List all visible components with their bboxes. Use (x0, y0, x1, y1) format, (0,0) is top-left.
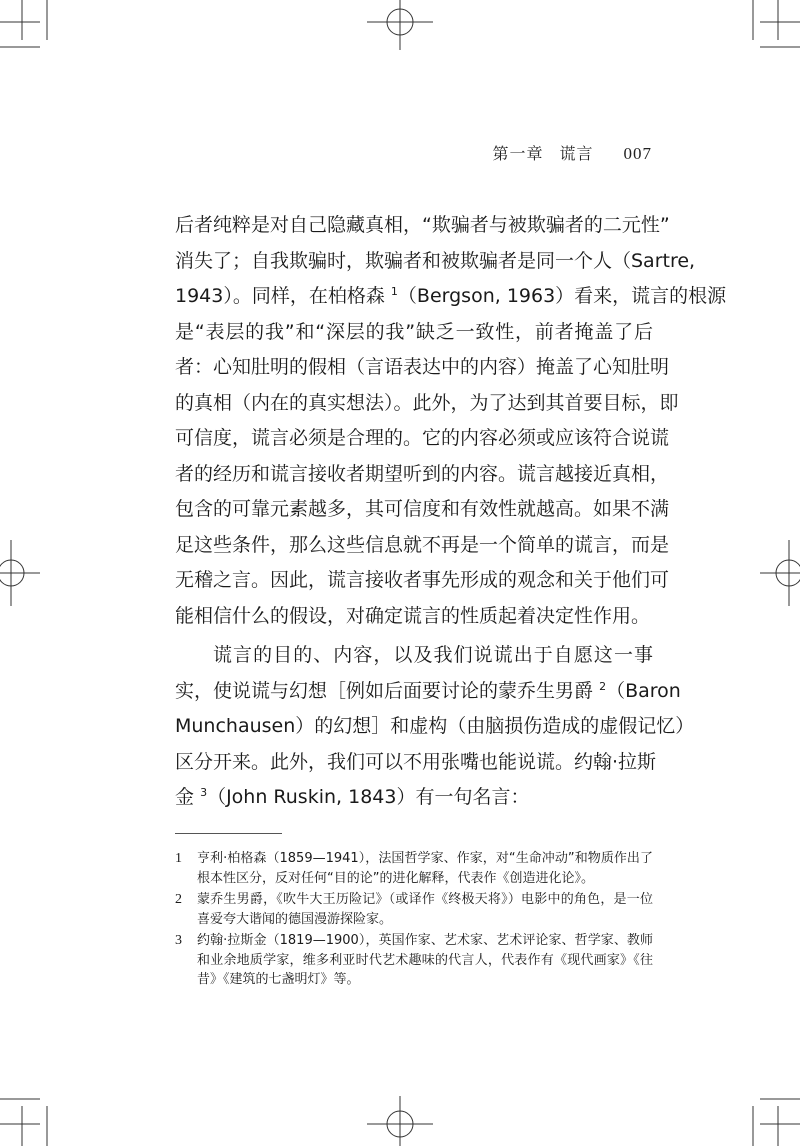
text-line: 无稽之言。因此，谎言接收者事先形成的观念和关于他们可 (175, 569, 670, 591)
footnote-2 (175, 890, 653, 929)
body-text (175, 208, 727, 816)
text-line: 区分开来。此外，我们可以不用张嘴也能说谎。约翰·拉斯 (175, 750, 657, 773)
footnote-ref-3: 3 (200, 786, 208, 799)
text-line: 足这些条件，那么这些信息就不再是一个简单的谎言，而是 (175, 533, 670, 556)
text-line: 后者纯粹是对自己隐藏真相，“欺骗者与被欺骗者的二元性” (175, 214, 670, 236)
registration-mark-bottom (367, 1096, 433, 1146)
registration-mark-top (367, 0, 433, 50)
text-line: 的真相（内在的真实想法）。此外，为了达到其首要目标，即 (175, 391, 679, 414)
page-number: 007 (623, 144, 652, 163)
footnote-text: 亨利·柏格森（1859—1941），法国哲学家、作家，对“生命冲动”和物质作出了根本性区分，反对任何“目的论”的进化解释，代表作《创造进化论》。 (197, 851, 653, 886)
text-line: 实，使说谎与幻想［例如后面要讨论的蒙乔生男爵 $^2$（Baron (175, 679, 681, 702)
text-line: Munchausen）的幻想］和虚构（由脑损伤造成的虚假记忆） (175, 715, 695, 737)
paragraph-1 (175, 208, 727, 634)
section-label: 谎言 (559, 144, 594, 163)
text-line: 包含的可靠元素越多，其可信度和有效性就越高。如果不满 (175, 498, 670, 520)
text-line: 金 $^3$（John Ruskin, 1843）有一句名言： (175, 786, 530, 808)
footnote-text: 蒙乔生男爵，《吹牛大王历险记》（或译作《终极天将》）电影中的角色，是一位喜爱夸大谐闻的德国漫游探险家。 (197, 892, 653, 927)
paragraph-2 (175, 638, 695, 816)
footnote-text: 约翰·拉斯金（1819—1900），英国作家、艺术家、艺术评论家、哲学家、教师和业余地质学家，维多利亚时代艺术趣味的代言人，代表作有《现代画家》《往昔》《建筑的七盏明灯》等。 (197, 933, 653, 987)
text-line: 可信度，谎言必须是合理的。它的内容必须或应该符合说谎 (175, 427, 670, 449)
footnote-3 (175, 931, 653, 990)
text-line: 谎言的目的、内容，以及我们说谎出于自愿这一事 (213, 644, 653, 666)
footnotes (175, 849, 653, 992)
text-line: 能相信什么的假设，对确定谎言的性质起着决定性作用。 (175, 604, 651, 627)
registration-mark-left (0, 540, 40, 606)
text-line: 者：心知肚明的假相（言语表达中的内容）掩盖了心知肚明 (175, 356, 670, 378)
running-header (440, 141, 652, 164)
footnote-number: 1 (175, 851, 182, 866)
footnote-ref-1: 1 (390, 285, 398, 298)
text-line: 者的经历和谎言接收者期望听到的内容。谎言越接近真相， (175, 462, 670, 485)
footnote-number: 3 (175, 933, 182, 948)
registration-mark-right (760, 540, 800, 606)
footnote-ref-2: 2 (599, 679, 607, 693)
chapter-label: 第一章 (492, 144, 544, 163)
text-line: 1943）。同样，在柏格森 $^1$（Bergson, 1963）看来，谎言的根源 (175, 285, 727, 307)
footnote-number: 2 (175, 892, 182, 907)
footnote-1 (175, 849, 653, 888)
footnote-separator (175, 833, 282, 834)
text-line: 消失了；自我欺骗时，欺骗者和被欺骗者是同一个人（Sartre, (175, 249, 696, 272)
text-line: 是“表层的我”和“深层的我”缺乏一致性，前者掩盖了后 (175, 320, 653, 343)
